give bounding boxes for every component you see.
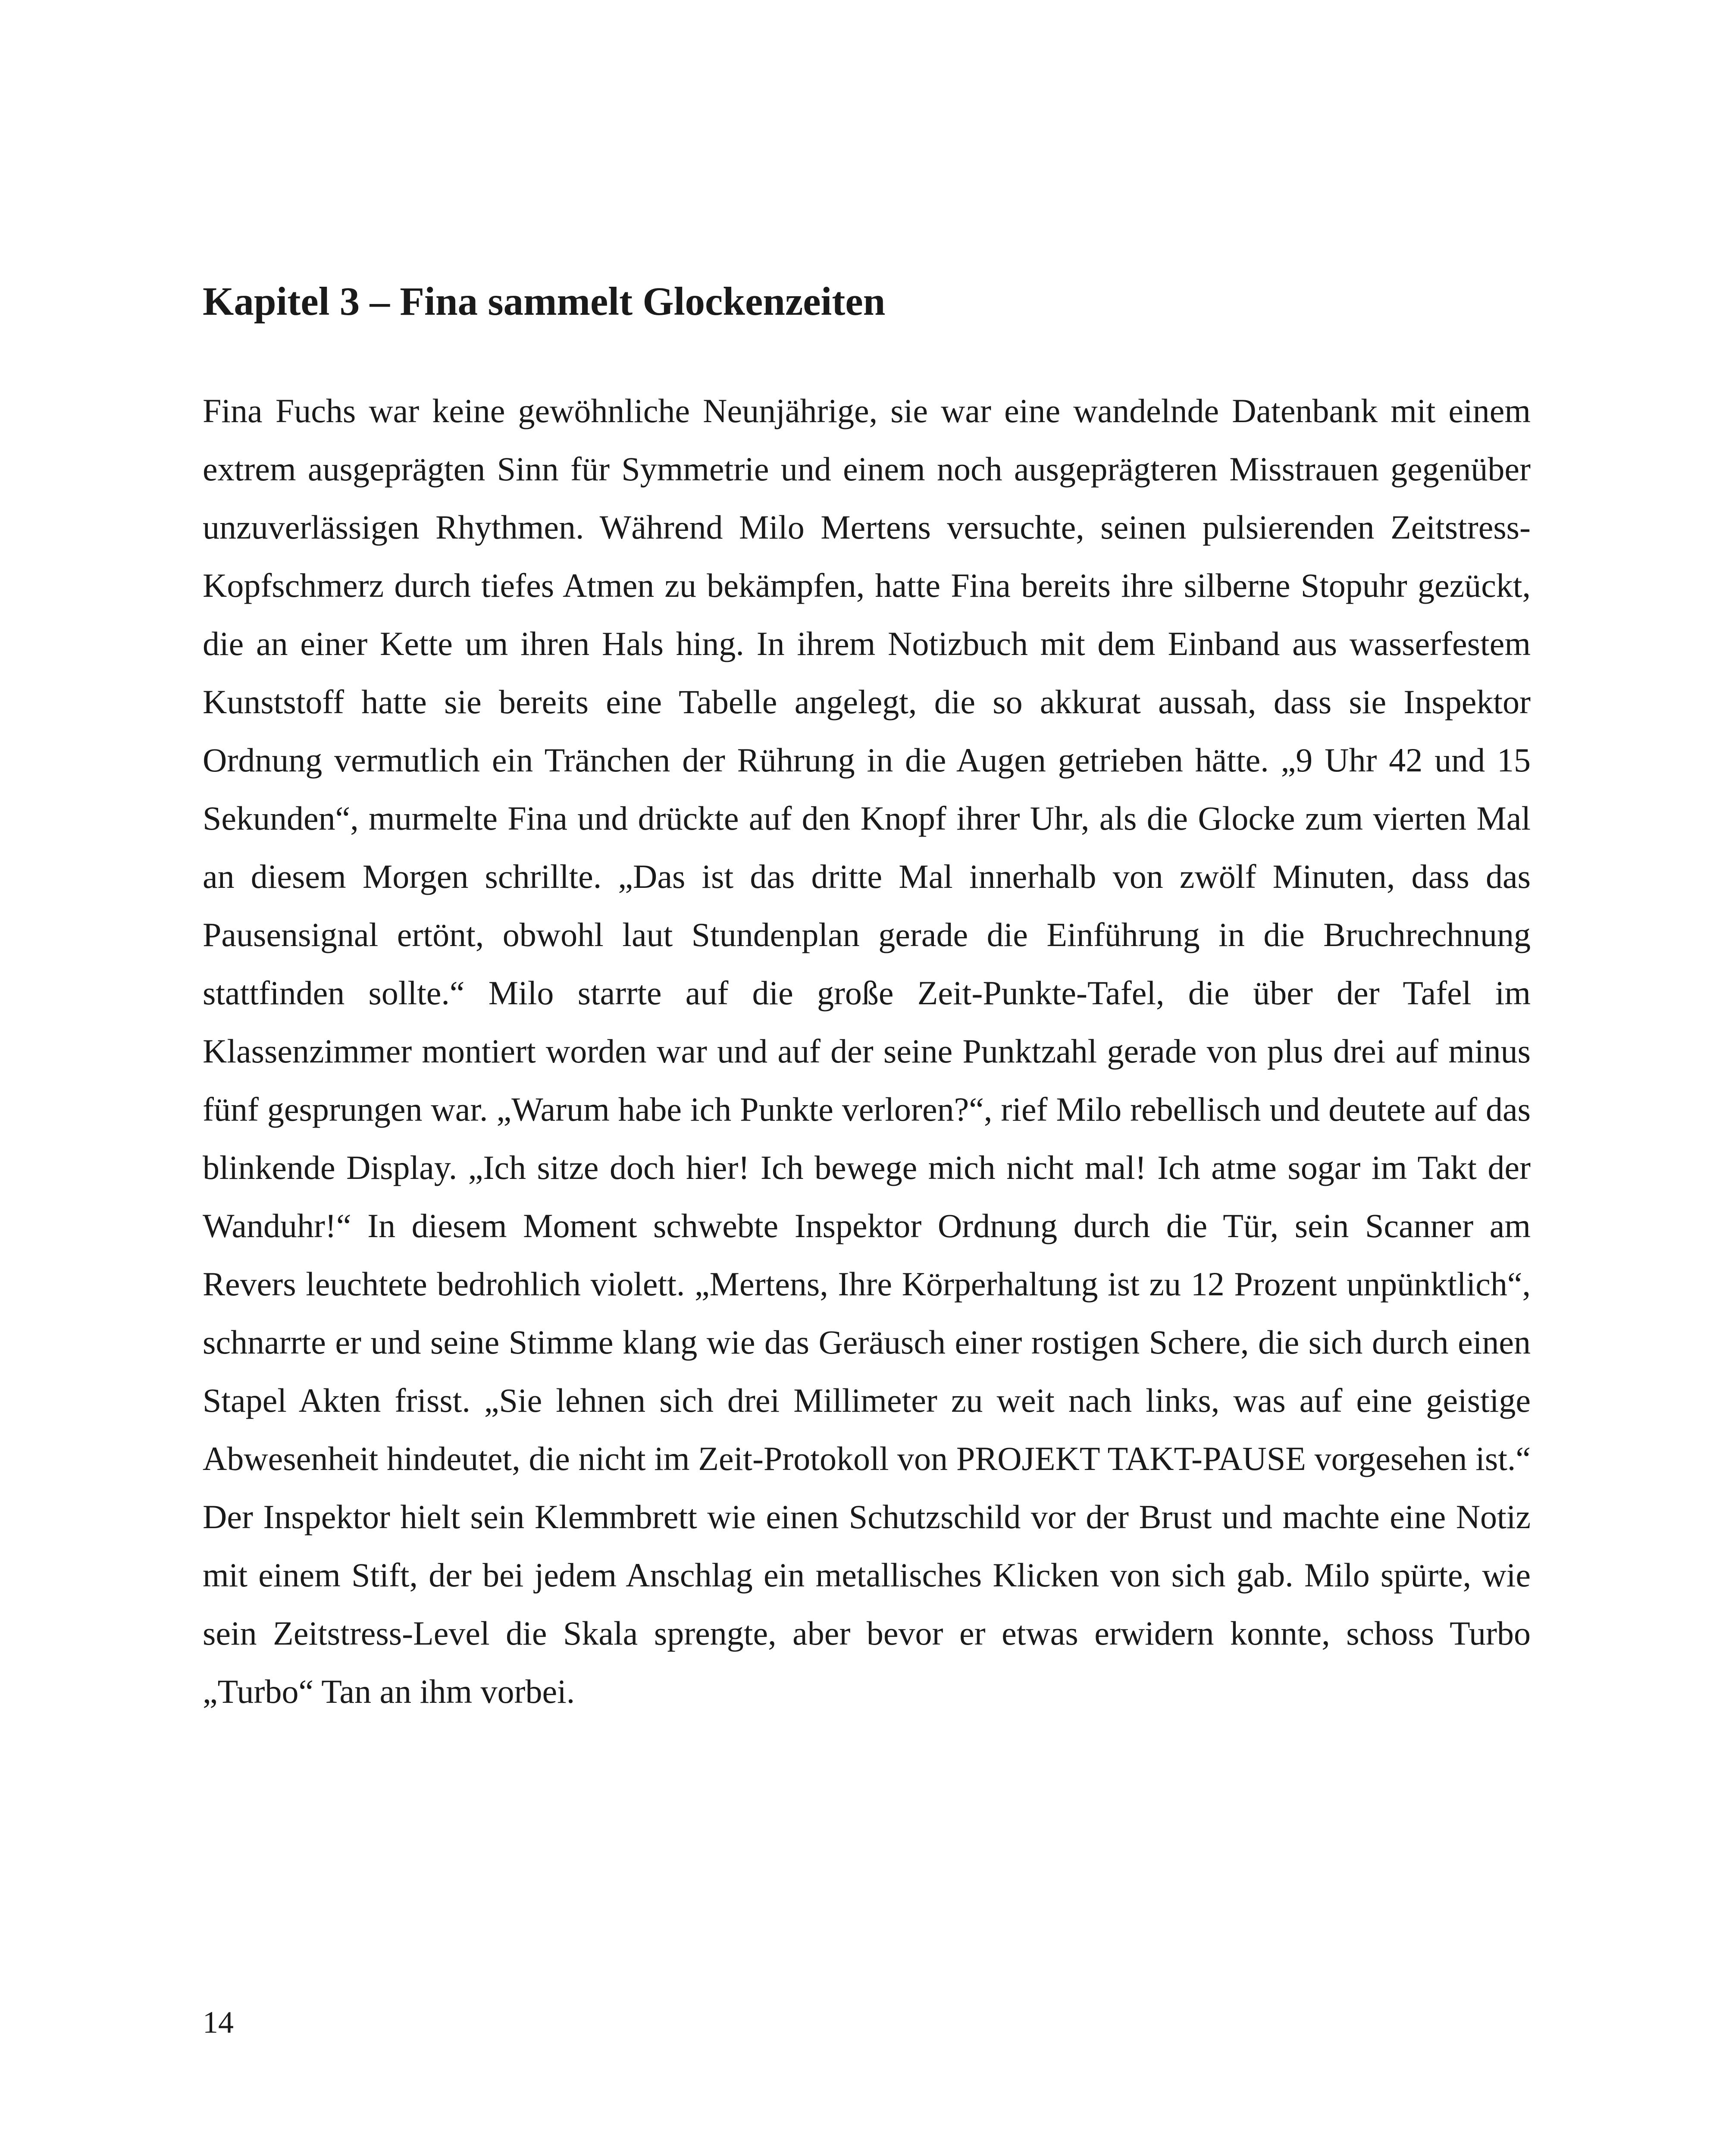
body-paragraph: Fina Fuchs war keine gewöhnliche Neunjährige, sie war eine wandelnde Datenbank mit einem extrem ausgeprägten Sinn für Symmetrie und einem noch ausgeprägteren Misstrauen gegenüber unzuverlässigen Rhythmen. Während Milo Mertens versuchte, seinen pulsierenden Zeitstress-Kopfschmerz durch tiefes Atmen zu bekämpfen, hatte Fina bereits ihre silberne Stopuhr gezückt, die an einer Kette um ihren Hals hing. In ihrem Notizbuch mit dem Einband aus wasserfestem Kunststoff hatte sie bereits eine Tabelle angelegt, die so akkurat aussah, dass sie Inspektor Ordnung vermutlich ein Tränchen der Rührung in die Augen getrieben hätte. „9 Uhr 42 und 15 Sekunden“, murmelte Fina und drückte auf den Knopf ihrer Uhr, als die Glocke zum vierten Mal an diesem Morgen schrillte. „Das ist das dritte Mal innerhalb von zwölf Minuten, dass das Pausensignal ertönt, obwohl laut Stundenplan gerade die Einführung in die Bruchrechnung stattfinden sollte.“ Milo starrte auf die große Zeit-Punkte-Tafel, die über der Tafel im Klassenzimmer montiert worden war und auf der seine Punktzahl gerade von plus drei auf minus fünf gesprungen war. „Warum habe ich Punkte verloren?“, rief Milo rebellisch und deutete auf das blinkende Display. „Ich sitze doch hier! Ich bewege mich nicht mal! Ich atme sogar im Takt der Wanduhr!“ In diesem Moment schwebte Inspektor Ordnung durch die Tür, sein Scanner am Revers leuchtete bedrohlich violett. „Mertens, Ihre Körperhaltung ist zu 12 Prozent unpünktlich“, schnarrte er und seine Stimme klang wie das Geräusch einer rostigen Schere, die sich durch einen Stapel Akten frisst. „Sie lehnen sich drei Millimeter zu weit nach links, was auf eine geistige Abwesenheit hindeutet, die nicht im Zeit-Protokoll von PROJEKT TAKT-PAUSE vorgesehen ist.“ Der Inspektor hielt sein Klemmbrett wie einen Schutzschild vor der Brust und machte eine Notiz mit einem Stift, der bei jedem Anschlag ein metallisches Klicken von sich gab. Milo spürte, wie sein Zeitstress-Level die Skala sprengte, aber bevor er etwas erwidern konnte, schoss Turbo „Turbo“ Tan an ihm vorbei. [203, 392, 1531, 1710]
page-number: 14 [203, 2005, 234, 2040]
chapter-title: Kapitel 3 – Fina sammelt Glockenzeiten [203, 279, 886, 324]
